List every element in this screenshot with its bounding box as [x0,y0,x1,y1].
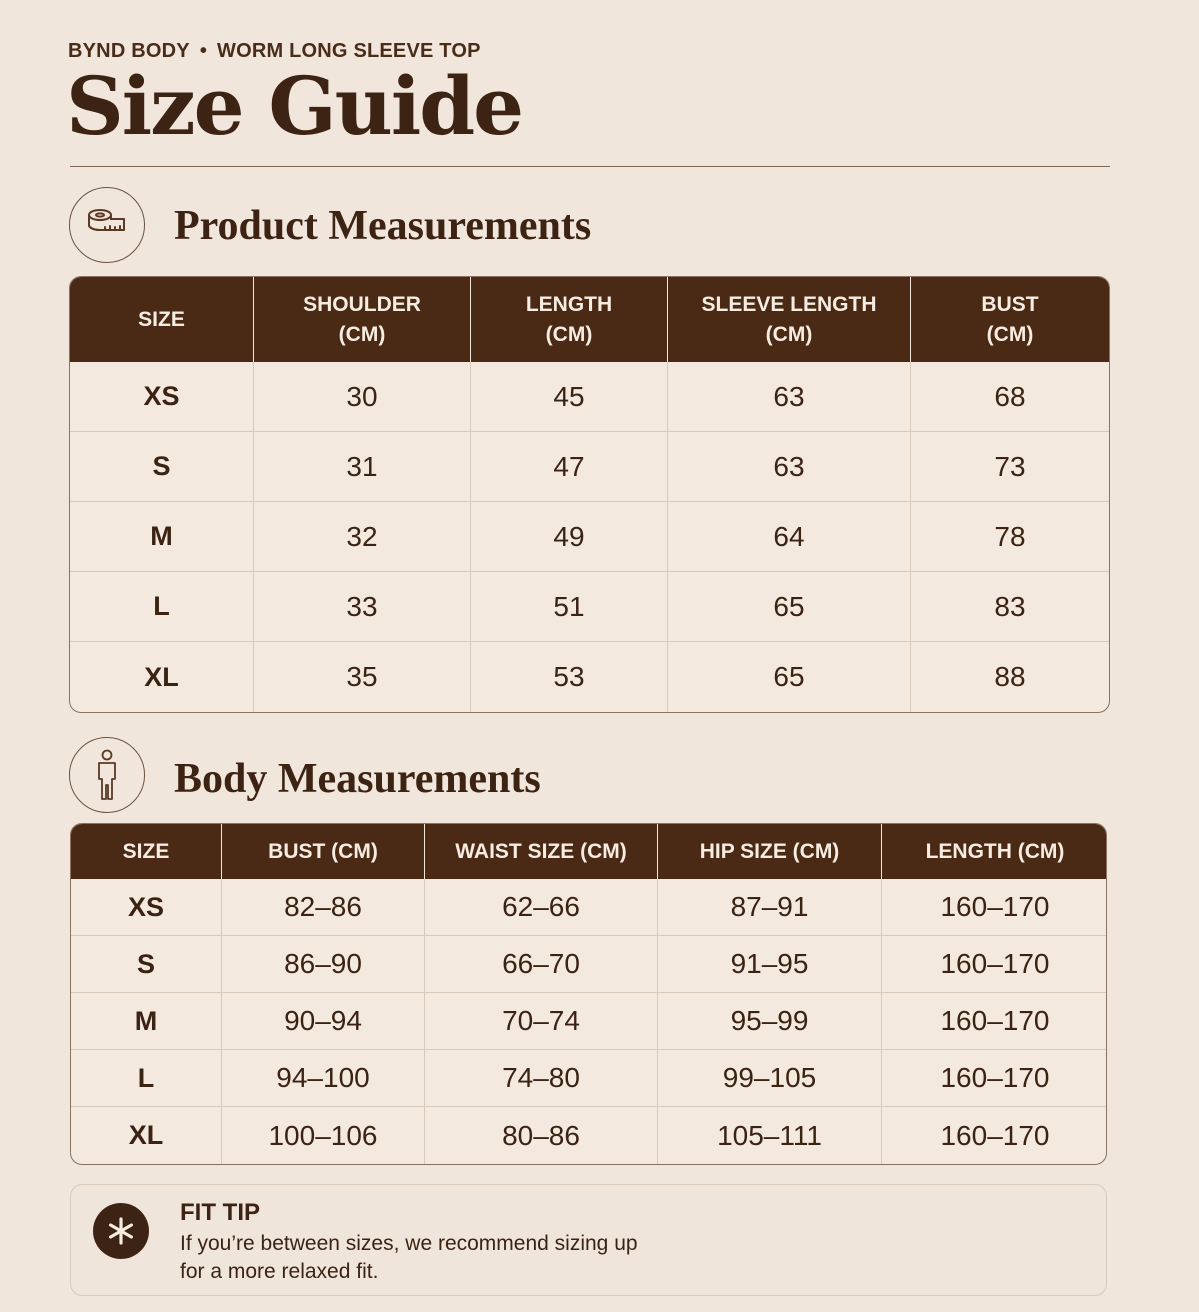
product-section-title: Product Measurements [174,203,592,249]
table-cell: 33 [254,572,471,642]
size-cell: XS [71,879,222,936]
table-cell: 47 [471,432,668,502]
table-cell: 105–111 [658,1107,882,1164]
column-header-label: SIZE [138,307,185,331]
body-section-title: Body Measurements [174,756,541,802]
size-cell: XL [71,1107,222,1164]
table-cell: 160–170 [882,993,1107,1050]
table-cell: 99–105 [658,1050,882,1107]
table-cell: 53 [471,642,668,712]
column-header [254,277,471,362]
brand-name: BYND BODY [68,40,190,62]
table-cell: 73 [911,432,1109,502]
table-cell: 74–80 [425,1050,658,1107]
table-cell: 91–95 [658,936,882,993]
table-cell: 45 [471,362,668,432]
column-header: WAIST SIZE (CM) [425,824,658,879]
table-cell: 160–170 [882,1050,1107,1107]
title-divider [70,166,1110,167]
size-cell: S [71,936,222,993]
asterisk-icon [93,1203,149,1259]
table-header-row [70,277,1109,362]
column-header [668,277,911,362]
size-cell: L [70,572,254,642]
page-title: Size Guide [66,59,523,153]
table-row [70,432,1109,502]
table-cell: 65 [668,572,911,642]
table-row [71,1050,1107,1107]
column-header-unit: (CM) [338,322,386,346]
size-cell: M [71,993,222,1050]
table-cell: 32 [254,502,471,572]
table-row [71,936,1107,993]
fit-tip-card [70,1184,1107,1296]
size-cell: M [70,502,254,572]
table-cell: 160–170 [882,936,1107,993]
column-header: SIZE [71,824,222,879]
table-cell: 83 [911,572,1109,642]
fit-tip-line: for a more relaxed fit. [180,1260,379,1283]
size-cell: XL [70,642,254,712]
column-header [70,277,254,362]
column-header [471,277,668,362]
column-header: HIP SIZE (CM) [658,824,882,879]
table-cell: 66–70 [425,936,658,993]
column-header-label: SLEEVE LENGTH [701,293,877,317]
table-row [70,572,1109,642]
table-row [71,1107,1107,1164]
table-cell: 160–170 [882,879,1107,936]
table-row [71,879,1107,936]
column-header-unit: (CM) [986,322,1034,346]
column-header-label: LENGTH [525,293,613,317]
table-cell: 30 [254,362,471,432]
table-row [70,502,1109,572]
table-cell: 86–90 [222,936,425,993]
table-cell: 82–86 [222,879,425,936]
fit-tip-title: FIT TIP [180,1199,260,1226]
size-cell: S [70,432,254,502]
table-cell: 65 [668,642,911,712]
person-icon [69,737,145,813]
column-header [911,277,1109,362]
table-header-row [71,824,1107,879]
table-cell: 62–66 [425,879,658,936]
fit-tip-line: If you’re between sizes, we recommend sizing up [180,1232,638,1255]
body-measurements-table [70,823,1107,1165]
fit-tip-text [180,1230,740,1286]
table-cell: 94–100 [222,1050,425,1107]
table-row [70,362,1109,432]
column-header: LENGTH (CM) [882,824,1107,879]
table-cell: 68 [911,362,1109,432]
table-cell: 63 [668,432,911,502]
table-cell: 80–86 [425,1107,658,1164]
product-measurements-table [69,276,1110,713]
separator-dot: • [199,40,208,62]
product-name: WORM LONG SLEEVE TOP [217,40,481,62]
table-cell: 31 [254,432,471,502]
table-cell: 78 [911,502,1109,572]
table-cell: 64 [668,502,911,572]
measuring-tape-icon [69,187,145,263]
table-cell: 63 [668,362,911,432]
column-header-label: BUST [981,293,1039,317]
table-cell: 87–91 [658,879,882,936]
column-header-unit: (CM) [765,322,813,346]
table-cell: 90–94 [222,993,425,1050]
column-header-label: SHOULDER [303,293,421,317]
table-row [71,993,1107,1050]
size-cell: XS [70,362,254,432]
column-header: BUST (CM) [222,824,425,879]
size-cell: L [71,1050,222,1107]
table-row [70,642,1109,712]
column-header-unit: (CM) [545,322,593,346]
table-cell: 49 [471,502,668,572]
table-cell: 35 [254,642,471,712]
table-cell: 100–106 [222,1107,425,1164]
table-cell: 70–74 [425,993,658,1050]
table-cell: 160–170 [940,1119,1050,1151]
table-cell: 95–99 [658,993,882,1050]
table-cell: 51 [471,572,668,642]
table-cell: 88 [994,661,1026,692]
